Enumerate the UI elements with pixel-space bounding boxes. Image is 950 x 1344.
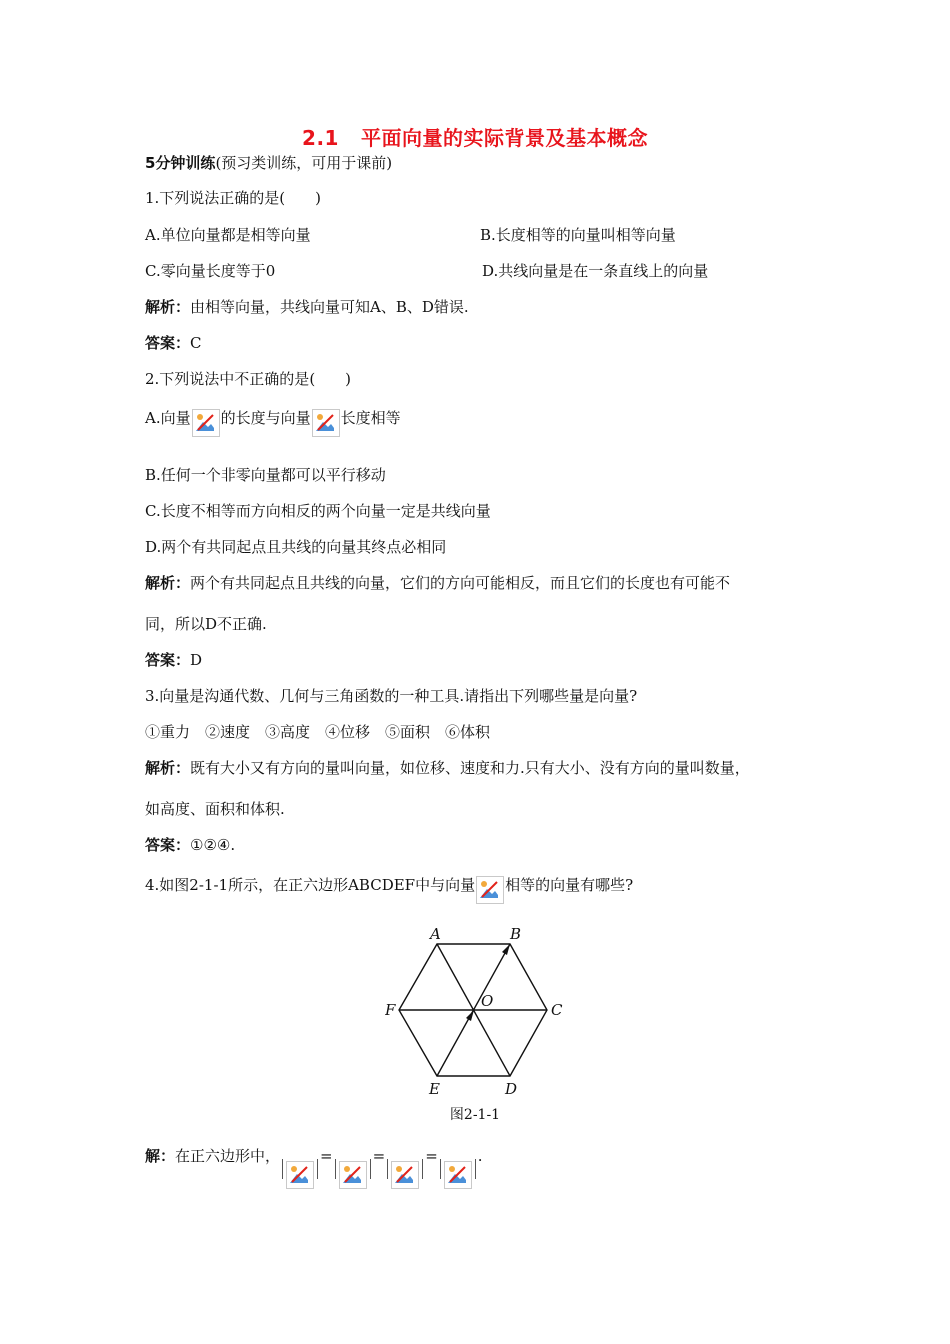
q1-stem: 1.下列说法正确的是( ) [145, 189, 322, 207]
q3-analysis-text-2: 如高度、面积和体积. [145, 800, 285, 818]
q4-stem [145, 875, 633, 904]
q2-analysis [145, 573, 730, 593]
label-a: A [430, 925, 441, 943]
broken-image-icon [444, 1161, 472, 1189]
q1-option-a: A.单位向量都是相等向量 [145, 226, 311, 244]
section-label: 5分钟训练 [145, 154, 216, 172]
q1-answer-label: 答案： [145, 334, 191, 352]
label-d: D [505, 1080, 518, 1097]
q4-stem-part1: 4.如图2-1-1所示，在正六边形ABCDEF中与向量 [145, 876, 476, 894]
equals-sign: = [320, 1147, 333, 1165]
broken-image-icon [192, 409, 220, 437]
q2-option-a [145, 408, 401, 437]
q1-analysis-text: 由相等向量，共线向量可知A、B、D错误. [190, 298, 469, 316]
hexagon-figure [385, 922, 565, 1097]
arrow-eo-head [466, 1010, 474, 1021]
q2-stem: 2.下列说法中不正确的是( ) [145, 370, 352, 388]
vector-magnitude-4 [438, 1159, 478, 1189]
q3-answer-value: ①②④. [190, 836, 236, 854]
q2-answer-value: D [190, 651, 203, 669]
q3-items: ①重力 ②速度 ③高度 ④位移 ⑤面积 ⑥体积 [145, 723, 491, 741]
arrow-ob-head [502, 944, 510, 955]
q4-solution-label: 解： [145, 1147, 176, 1165]
title-number: 2.1 [302, 126, 339, 150]
q3-analysis-text-1: 既有大小又有方向的量叫向量，如位移、速度和力.只有大小、没有方向的量叫数量， [190, 759, 750, 777]
q1-option-d: D.共线向量是在一条直线上的向量 [482, 262, 709, 280]
vector-magnitude-2 [333, 1159, 373, 1189]
figure-caption: 图2-1-1 [449, 1107, 501, 1123]
broken-image-icon [286, 1161, 314, 1189]
q3-answer-label: 答案： [145, 836, 191, 854]
q1-option-b: B.长度相等的向量叫相等向量 [480, 226, 676, 244]
broken-image-icon [339, 1161, 367, 1189]
q4-stem-part2: 相等的向量有哪些? [505, 876, 634, 894]
q4-solution [145, 1146, 483, 1189]
equals-sign: = [372, 1147, 386, 1165]
title-text: 平面向量的实际背景及基本概念 [360, 126, 648, 150]
q2-option-d: D.两个有共同起点且共线的向量其终点必相同 [145, 538, 447, 556]
broken-image-icon [312, 409, 340, 437]
q2-option-a-part1: A.向量 [145, 409, 191, 427]
q1-analysis-label: 解析： [145, 298, 191, 316]
label-o: O [481, 992, 494, 1010]
equals-sign: = [425, 1147, 438, 1165]
q2-analysis-label: 解析： [145, 574, 191, 592]
q2-analysis-text-2: 同，所以D不正确. [145, 615, 267, 633]
q2-option-b: B.任何一个非零向量都可以平行移动 [145, 466, 386, 484]
section-note: (预习类训练，可用于课前) [215, 154, 393, 172]
broken-image-icon [476, 876, 504, 904]
period: . [477, 1147, 483, 1165]
q3-analysis [145, 758, 750, 778]
q2-option-c: C.长度不相等而方向相反的两个向量一定是共线向量 [145, 502, 491, 520]
q2-option-a-part3: 长度相等 [340, 409, 401, 427]
q2-answer [145, 650, 202, 670]
q4-solution-text: 在正六边形中， [175, 1147, 281, 1165]
label-b: B [510, 925, 522, 943]
q2-answer-label: 答案： [145, 651, 191, 669]
broken-image-icon [391, 1161, 419, 1189]
q1-answer-value: C [190, 334, 202, 352]
label-c: C [551, 1001, 563, 1019]
section-header [145, 153, 392, 173]
page-title [0, 122, 950, 151]
q1-answer [145, 333, 202, 353]
q2-analysis-text-1: 两个有共同起点且共线的向量，它们的方向可能相反，而且它们的长度也有可能不 [190, 574, 731, 592]
q3-stem: 3.向量是沟通代数、几何与三角函数的一种工具.请指出下列哪些量是向量? [145, 687, 638, 705]
q2-option-a-part2: 的长度与向量 [220, 409, 311, 427]
vector-magnitude-1 [280, 1159, 320, 1189]
q3-answer [145, 835, 235, 855]
label-f: F [385, 1001, 396, 1019]
vector-magnitude-3 [385, 1159, 425, 1189]
label-e: E [429, 1080, 440, 1097]
q1-option-c: C.零向量长度等于0 [145, 262, 276, 280]
q3-analysis-label: 解析： [145, 759, 191, 777]
q1-analysis [145, 297, 469, 317]
